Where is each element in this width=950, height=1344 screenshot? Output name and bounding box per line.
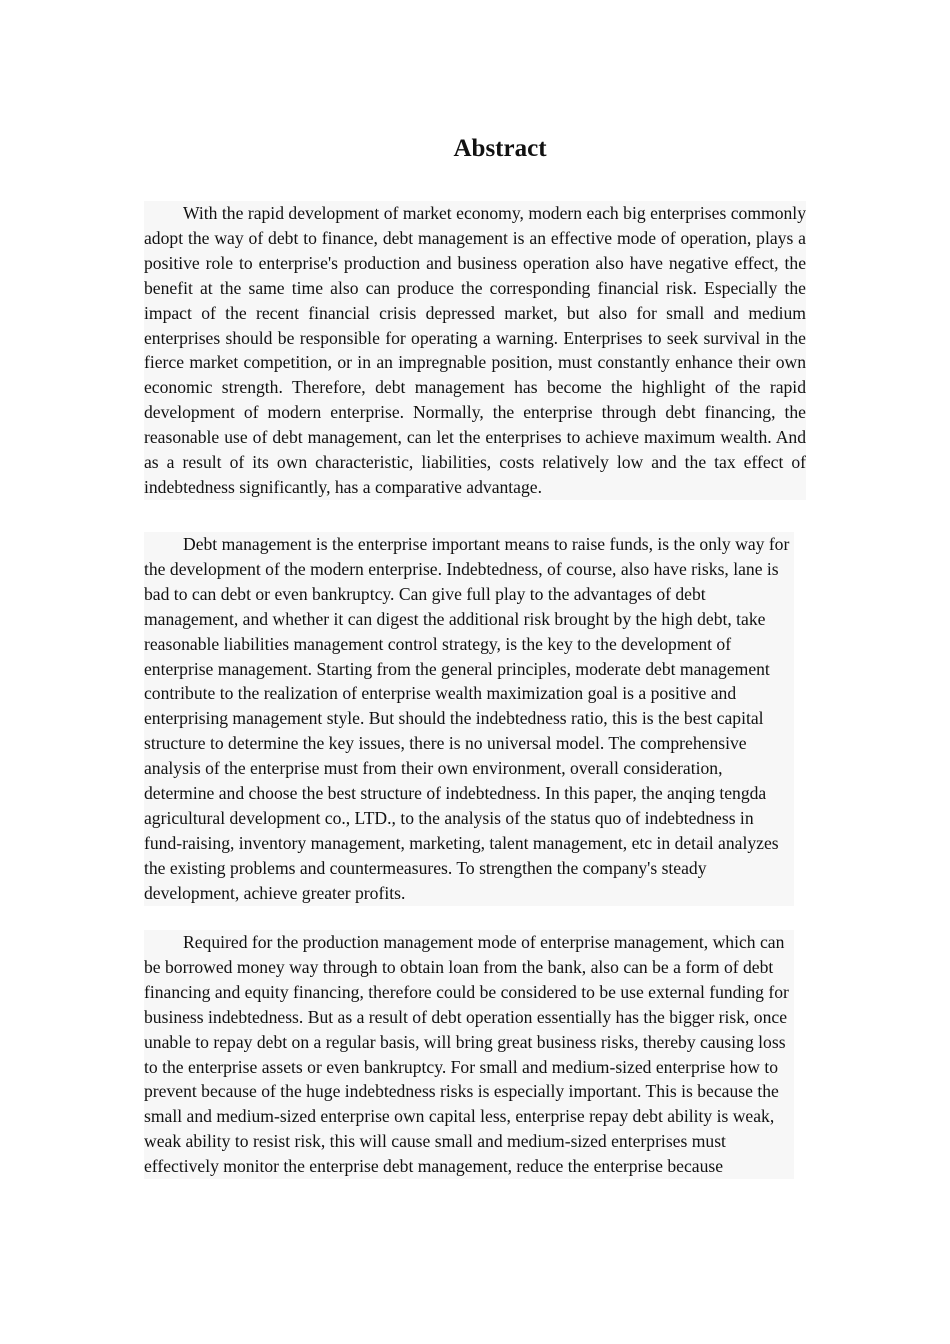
abstract-paragraph-3: Required for the production management mode of enterprise management, which can be borrowed money way through to obtain loan from the bank, also can be a form of debt financing and equity financing, therefore could be considered to be use external funding for business indebtedness. But as a result of debt operation essentially has the bigger risk, once unable to repay debt on a regular basis, will bring great business risks, thereby causing loss to the enterprise assets or even bankruptcy. For small and medium-sized enterprise how to prevent because of the huge indebtedness risks is especially important. This is because the small and medium-sized enterprise own capital less, enterprise repay debt ability is weak, weak ability to resist risk, this will cause small and medium-sized enterprises must effectively monitor the enterprise debt management, reduce the enterprise because [144, 930, 794, 1179]
page-title: Abstract [453, 135, 547, 162]
abstract-paragraph-1: With the rapid development of market economy, modern each big enterprises commonly adopt the way of debt to finance, debt management is an effective mode of operation, plays a positive role to enterprise's production and business operation also have negative effect, the benefit at the same time also can produce the corresponding financial risk. Especially the impact of the recent financial crisis depressed market, but also for small and medium enterprises should be responsible for operating a warning. Enterprises to seek survival in the fierce market competition, or in an impregnable position, must constantly enhance their own economic strength. Therefore, debt management has become the highlight of the rapid development of modern enterprise. Normally, the enterprise through debt financing, the reasonable use of debt management, can let the enterprises to achieve maximum wealth. And as a result of its own characteristic, liabilities, costs relatively low and the tax effect of indebtedness significantly, has a comparative advantage. [144, 201, 806, 500]
abstract-paragraph-2: Debt management is the enterprise important means to raise funds, is the only way for the development of the modern enterprise. Indebtedness, of course, also have risks, lane is bad to can debt or even bankruptcy. Can give full play to the advantages of debt management, and whether it can digest the additional risk brought by the high debt, take reasonable liabilities management control strategy, is the key to the development of enterprise management. Starting from the general principles, moderate debt management contribute to the realization of enterprise wealth maximization goal is a positive and enterprising management style. But should the indebtedness ratio, this is the best capital structure to determine the key issues, there is no universal model. The comprehensive analysis of the enterprise must from their own environment, overall consideration, determine and choose the best structure of indebtedness. In this paper, the anqing tengda agricultural development co., LTD., to the analysis of the status quo of indebtedness in fund-raising, inventory management, marketing, talent management, etc in detail analyzes the existing problems and countermeasures. To strengthen the company's steady development, achieve greater profits. [144, 532, 794, 906]
